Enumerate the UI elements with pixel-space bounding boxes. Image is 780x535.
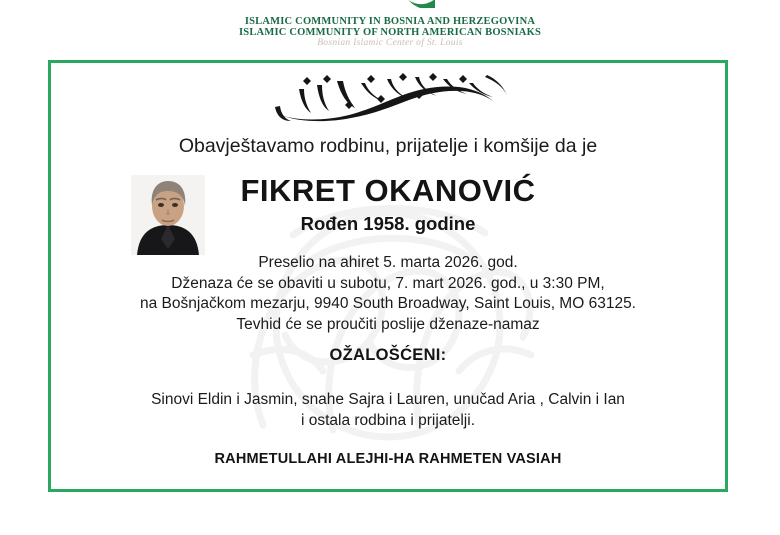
funeral-details [51, 253, 725, 335]
birth-year-text: Rođen 1958. godine [300, 213, 476, 234]
green-crescent-icon [345, 0, 435, 8]
organisation-masthead [0, 0, 780, 58]
announcement-text: Obavještavamo rodbinu, prijatelje i komšije da je [178, 135, 598, 157]
bismillah-calligraphy-icon [263, 71, 513, 123]
org-line-2: ISLAMIC COMMUNITY OF NORTH AMERICAN BOSNIAKS [239, 27, 541, 38]
mourners-heading: OŽALOŠĆENI: [329, 346, 447, 364]
detail-line: Preselio na ahiret 5. marta 2026. god. [258, 254, 518, 271]
closing-prayer-text: RAHMETULLAHI ALEJHI-HA RAHMETEN VASIAH [214, 451, 562, 467]
org-line-1: ISLAMIC COMMUNITY IN BOSNIA AND HERZEGOVINA [244, 16, 536, 27]
family-line: Sinovi Eldin i Jasmin, snahe Sajra i Lauren, unučad Aria , Calvin i Ian [151, 391, 625, 408]
family-line: i ostala rodbina i prijatelji. [300, 411, 476, 429]
detail-line: Tevhid će se proučiti poslije dženaze-namaz [236, 315, 540, 333]
detail-line: Dženaza će se obaviti u subotu, 7. mart 2026. god., u 3:30 PM, [171, 274, 605, 292]
crescent-logo [345, 0, 435, 8]
center-name: Bosnian Islamic Center of St. Louis [317, 38, 463, 48]
family-members [51, 390, 725, 431]
detail-line: na Bošnjačkom mezarju, 9940 South Broadway, Saint Louis, MO 63125. [140, 295, 636, 312]
deceased-name: FIKRET OKANOVIĆ [240, 173, 536, 208]
obituary-notice-card [48, 60, 728, 492]
